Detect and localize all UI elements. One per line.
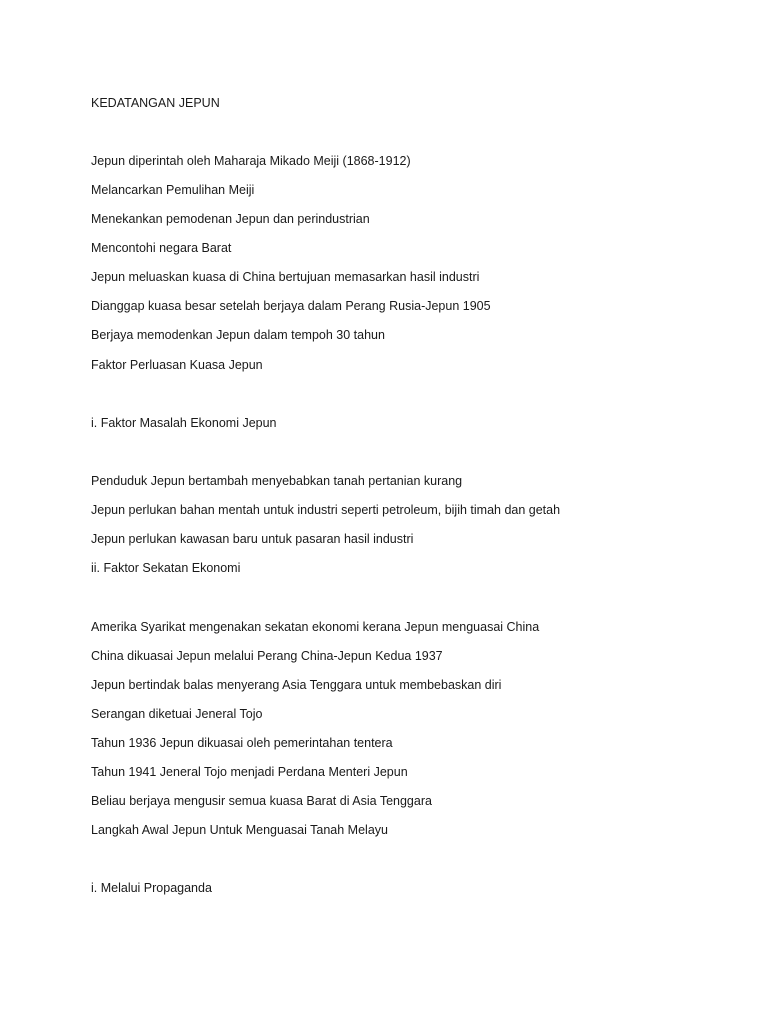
- intro-line: Jepun meluaskan kuasa di China bertujuan memasarkan hasil industri: [91, 270, 480, 284]
- section-line: Jepun bertindak balas menyerang Asia Tenggara untuk membebaskan diri: [91, 678, 502, 692]
- section-line: China dikuasai Jepun melalui Perang China-Jepun Kedua 1937: [91, 649, 443, 663]
- intro-line: Menekankan pemodenan Jepun dan perindustrian: [91, 212, 370, 226]
- section-line: Amerika Syarikat mengenakan sekatan ekonomi kerana Jepun menguasai China: [91, 620, 540, 634]
- intro-line: Jepun diperintah oleh Maharaja Mikado Meiji (1868-1912): [91, 154, 411, 168]
- section-line: ii. Faktor Sekatan Ekonomi: [91, 561, 241, 575]
- intro-line: Mencontohi negara Barat: [91, 241, 232, 255]
- intro-line: Berjaya memodenkan Jepun dalam tempoh 30 tahun: [91, 328, 385, 342]
- section-line: Serangan diketuai Jeneral Tojo: [91, 707, 263, 721]
- section-line: Tahun 1941 Jeneral Tojo menjadi Perdana Menteri Jepun: [91, 765, 408, 779]
- intro-line: Melancarkan Pemulihan Meiji: [91, 183, 255, 197]
- intro-line: Faktor Perluasan Kuasa Jepun: [91, 358, 263, 372]
- intro-line: Dianggap kuasa besar setelah berjaya dalam Perang Rusia-Jepun 1905: [91, 299, 491, 313]
- section-line: Penduduk Jepun bertambah menyebabkan tanah pertanian kurang: [91, 474, 463, 488]
- document-title: KEDATANGAN JEPUN: [91, 96, 220, 110]
- section-line: Jepun perlukan kawasan baru untuk pasaran hasil industri: [91, 532, 414, 546]
- section-line: Jepun perlukan bahan mentah untuk industri seperti petroleum, bijih timah dan getah: [91, 503, 561, 517]
- section-line: Langkah Awal Jepun Untuk Menguasai Tanah Melayu: [91, 823, 388, 837]
- section-line: Beliau berjaya mengusir semua kuasa Barat di Asia Tenggara: [91, 794, 432, 808]
- section-heading: i. Faktor Masalah Ekonomi Jepun: [91, 416, 277, 430]
- section-heading: i. Melalui Propaganda: [91, 881, 212, 895]
- section-line: Tahun 1936 Jepun dikuasai oleh pemerintahan tentera: [91, 736, 393, 750]
